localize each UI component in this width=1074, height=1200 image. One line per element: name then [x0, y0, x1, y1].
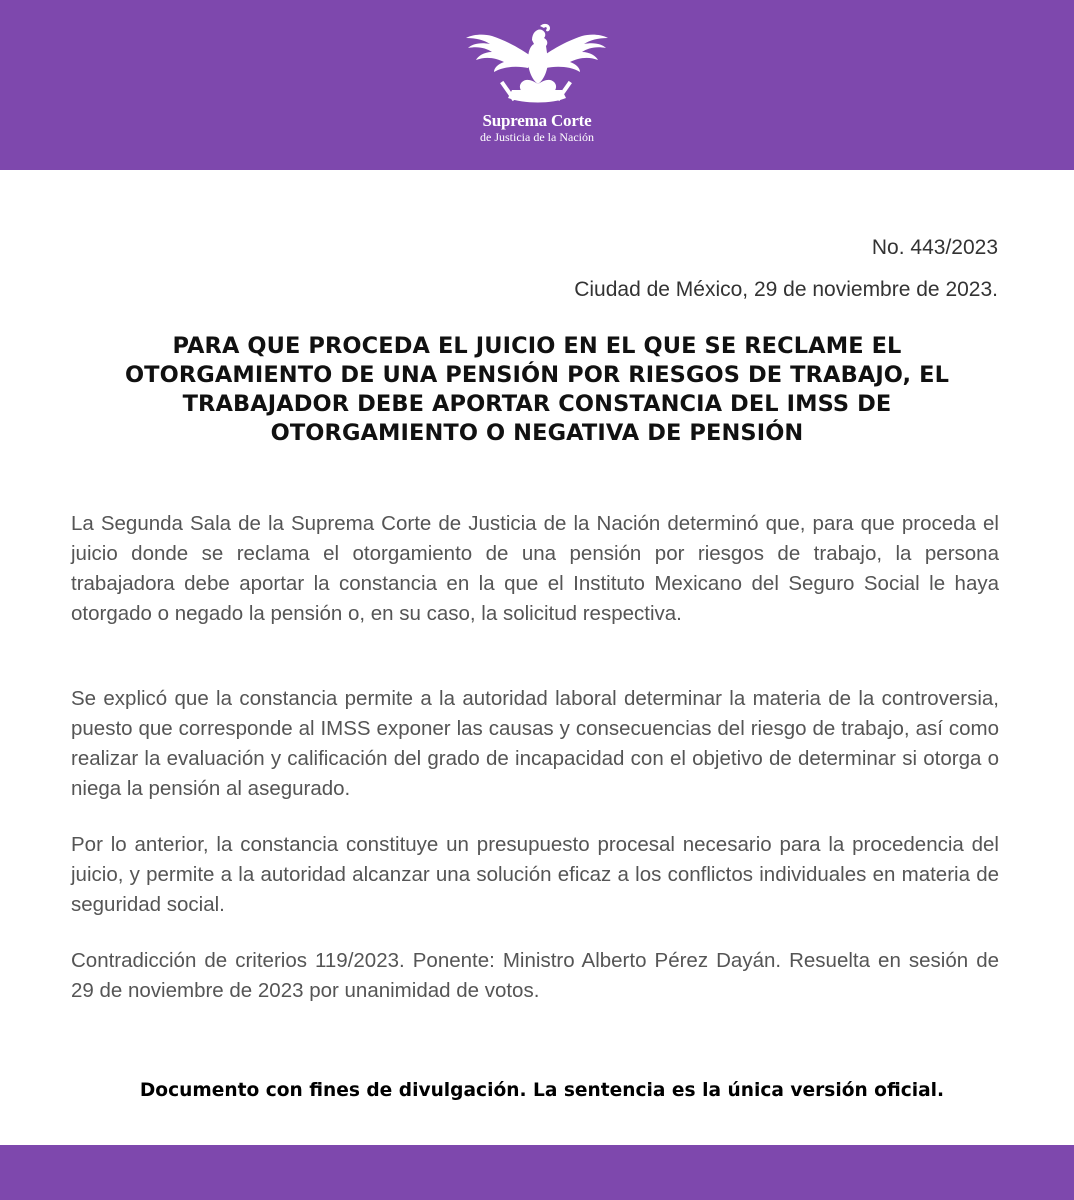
press-release-headline: PARA QUE PROCEDA EL JUICIO EN EL QUE SE RECLAME EL OTORGAMIENTO DE UNA PENSIÓN POR RIESGOS DE TRABAJO, EL TRABAJADOR DEBE APORTAR CONSTANCIA DEL IMSS DE OTORGAMIENTO O NEGATIVA DE PENSIÓN [124, 333, 950, 446]
footer-band [0, 1145, 1074, 1200]
body-paragraph-3: Por lo anterior, la constancia constituye un presupuesto procesal necesario para la procedencia del juicio, y permite a la autoridad alcanzar una solución eficaz a los conflictos individuales en materia de seguridad social. [71, 833, 999, 916]
court-logo [447, 20, 627, 155]
document-number: No. 443/2023 [871, 236, 998, 259]
logo-title: Suprema Corte [482, 111, 592, 130]
body-paragraph-2: Se explicó que la constancia permite a la autoridad laboral determinar la materia de la controversia, puesto que corresponde al IMSS exponer las causas y consecuencias del riesgo de trabajo, así como realizar la evaluación y calificación del grado de incapacidad con el objetivo de determinar si otorga o niega la pensión al asegurado. [71, 687, 999, 800]
disclaimer-note: Documento con fines de divulgación. La sentencia es la única versión oficial. [139, 1080, 945, 1101]
logo-subtitle: de Justicia de la Nación [480, 130, 594, 144]
eagle-emblem-icon [462, 20, 612, 108]
document-date: Ciudad de México, 29 de noviembre de 2023. [574, 278, 998, 301]
case-reference: Contradicción de criterios 119/2023. Ponente: Ministro Alberto Pérez Dayán. Resuelta en sesión de 29 de noviembre de 2023 por unanimidad de votos. [71, 949, 999, 1002]
body-paragraph-1: La Segunda Sala de la Suprema Corte de Justicia de la Nación determinó que, para que proceda el juicio donde se reclama el otorgamiento de una pensión por riesgos de trabajo, la persona trabajadora debe aportar la constancia en la que el Instituto Mexicano del Seguro Social le haya otorgado o negado la pensión o, en su caso, la solicitud respectiva. [71, 512, 999, 625]
